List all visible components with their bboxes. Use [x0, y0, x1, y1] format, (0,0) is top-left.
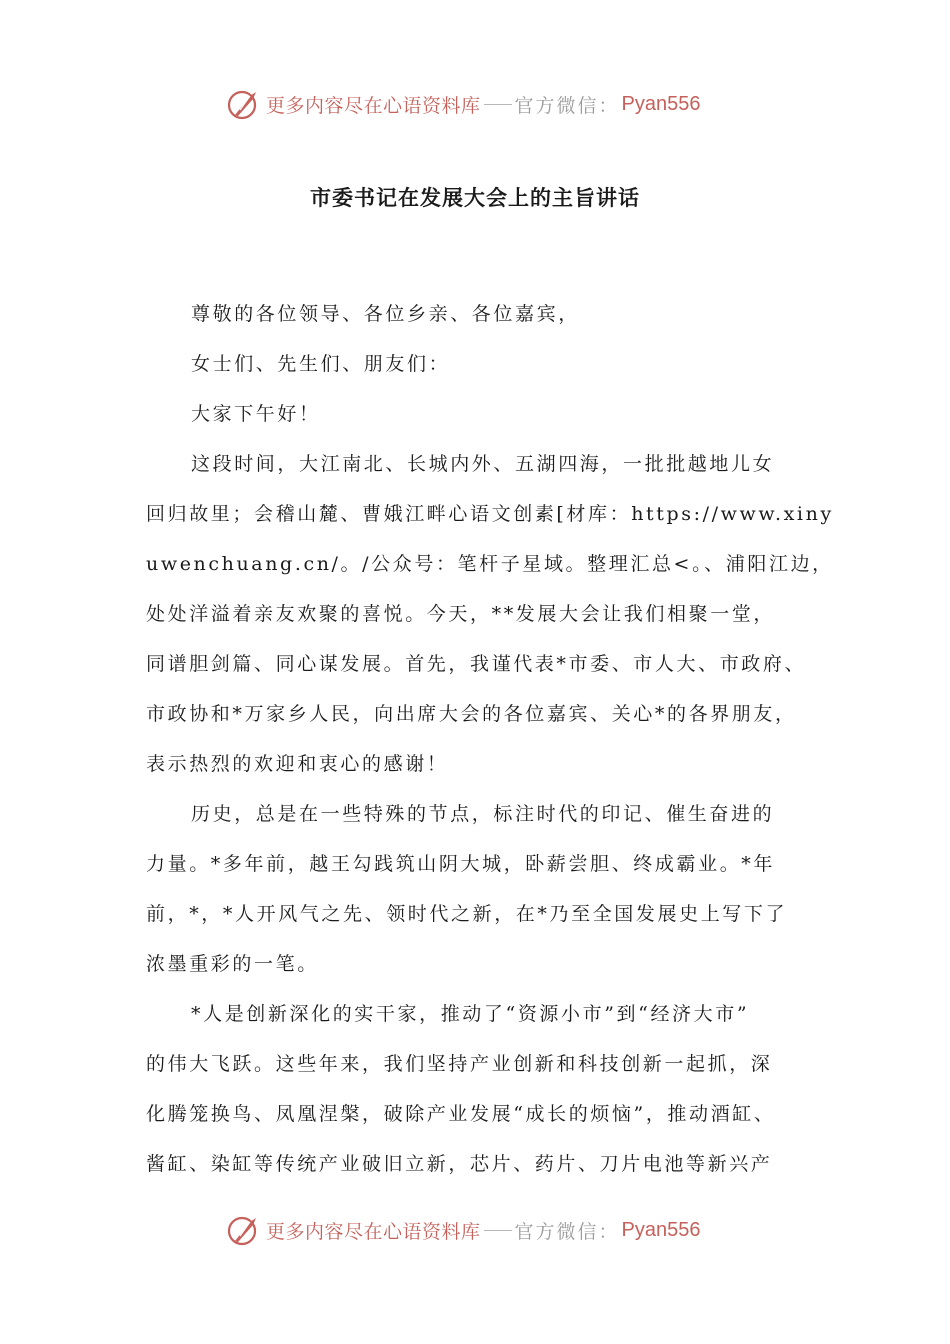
paragraph-line: 表示热烈的欢迎和衷心的感谢！ — [146, 753, 449, 775]
paragraph-line: 前，*，*人开风气之先、领时代之新，在*乃至全国发展史上写下了 — [146, 903, 788, 925]
paragraph-line: 这段时间，大江南北、长城内外、五湖四海，一批批越地儿女 — [191, 453, 775, 475]
banner-official-text: 官方微信： — [514, 1220, 620, 1243]
document-body — [146, 296, 834, 1196]
paragraph-line: 化腾笼换鸟、凤凰涅槃，破除产业发展“成长的烦恼”，推动酒缸、 — [146, 1103, 776, 1125]
banner-library-text: 更多内容尽在心语资料库 — [266, 1220, 481, 1243]
paragraph-line: 力量。*多年前，越王勾践筑山阴大城，卧薪尝胆、终成霸业。*年 — [146, 853, 776, 875]
footer-banner — [226, 1208, 701, 1252]
paragraph-line: 尊敬的各位领导、各位乡亲、各位嘉宾， — [191, 303, 580, 325]
header-banner — [226, 82, 701, 126]
paragraph-line: uwenchuang.cn/。/公众号：笔杆子星域。整理汇总<。、浦阳江边， — [146, 553, 834, 575]
paragraph-line: 酱缸、染缸等传统产业破旧立新，芯片、药片、刀片电池等新兴产 — [146, 1153, 773, 1175]
quill-pen-icon — [226, 1212, 262, 1248]
paragraph-line: 市政协和*万家乡人民，向出席大会的各位嘉宾、关心*的各界朋友， — [146, 703, 797, 725]
paragraph-line: 的伟大飞跃。这些年来，我们坚持产业创新和科技创新一起抓，深 — [146, 1053, 773, 1075]
paragraph-line: 大家下午好！ — [191, 403, 321, 425]
paragraph-line: 历史，总是在一些特殊的节点，标注时代的印记、催生奋进的 — [191, 803, 775, 825]
quill-pen-icon — [226, 86, 262, 122]
paragraph-line: 浓墨重彩的一笔。 — [146, 953, 319, 975]
banner-wechat-id: Pyan556 — [621, 92, 701, 115]
paragraph-line: 女士们、先生们、朋友们： — [191, 353, 451, 375]
paragraph-line: 回归故里；会稽山麓、曹娥江畔心语文创素[材库：https://www.xiny — [146, 503, 834, 525]
banner-dash — [484, 104, 512, 105]
banner-wechat-id: Pyan556 — [621, 1218, 701, 1241]
document-title: 市委书记在发展大会上的主旨讲话 — [310, 185, 640, 210]
banner-library-text: 更多内容尽在心语资料库 — [266, 94, 481, 117]
banner-dash — [484, 1230, 512, 1231]
paragraph-line: *人是创新深化的实干家，推动了“资源小市”到“经济大市” — [191, 1003, 750, 1025]
paragraph-line: 同谱胆剑篇、同心谋发展。首先，我谨代表*市委、市人大、市政府、 — [146, 653, 807, 675]
banner-official-text: 官方微信： — [514, 94, 620, 117]
paragraph-line: 处处洋溢着亲友欢聚的喜悦。今天，**发展大会让我们相聚一堂， — [146, 603, 776, 625]
